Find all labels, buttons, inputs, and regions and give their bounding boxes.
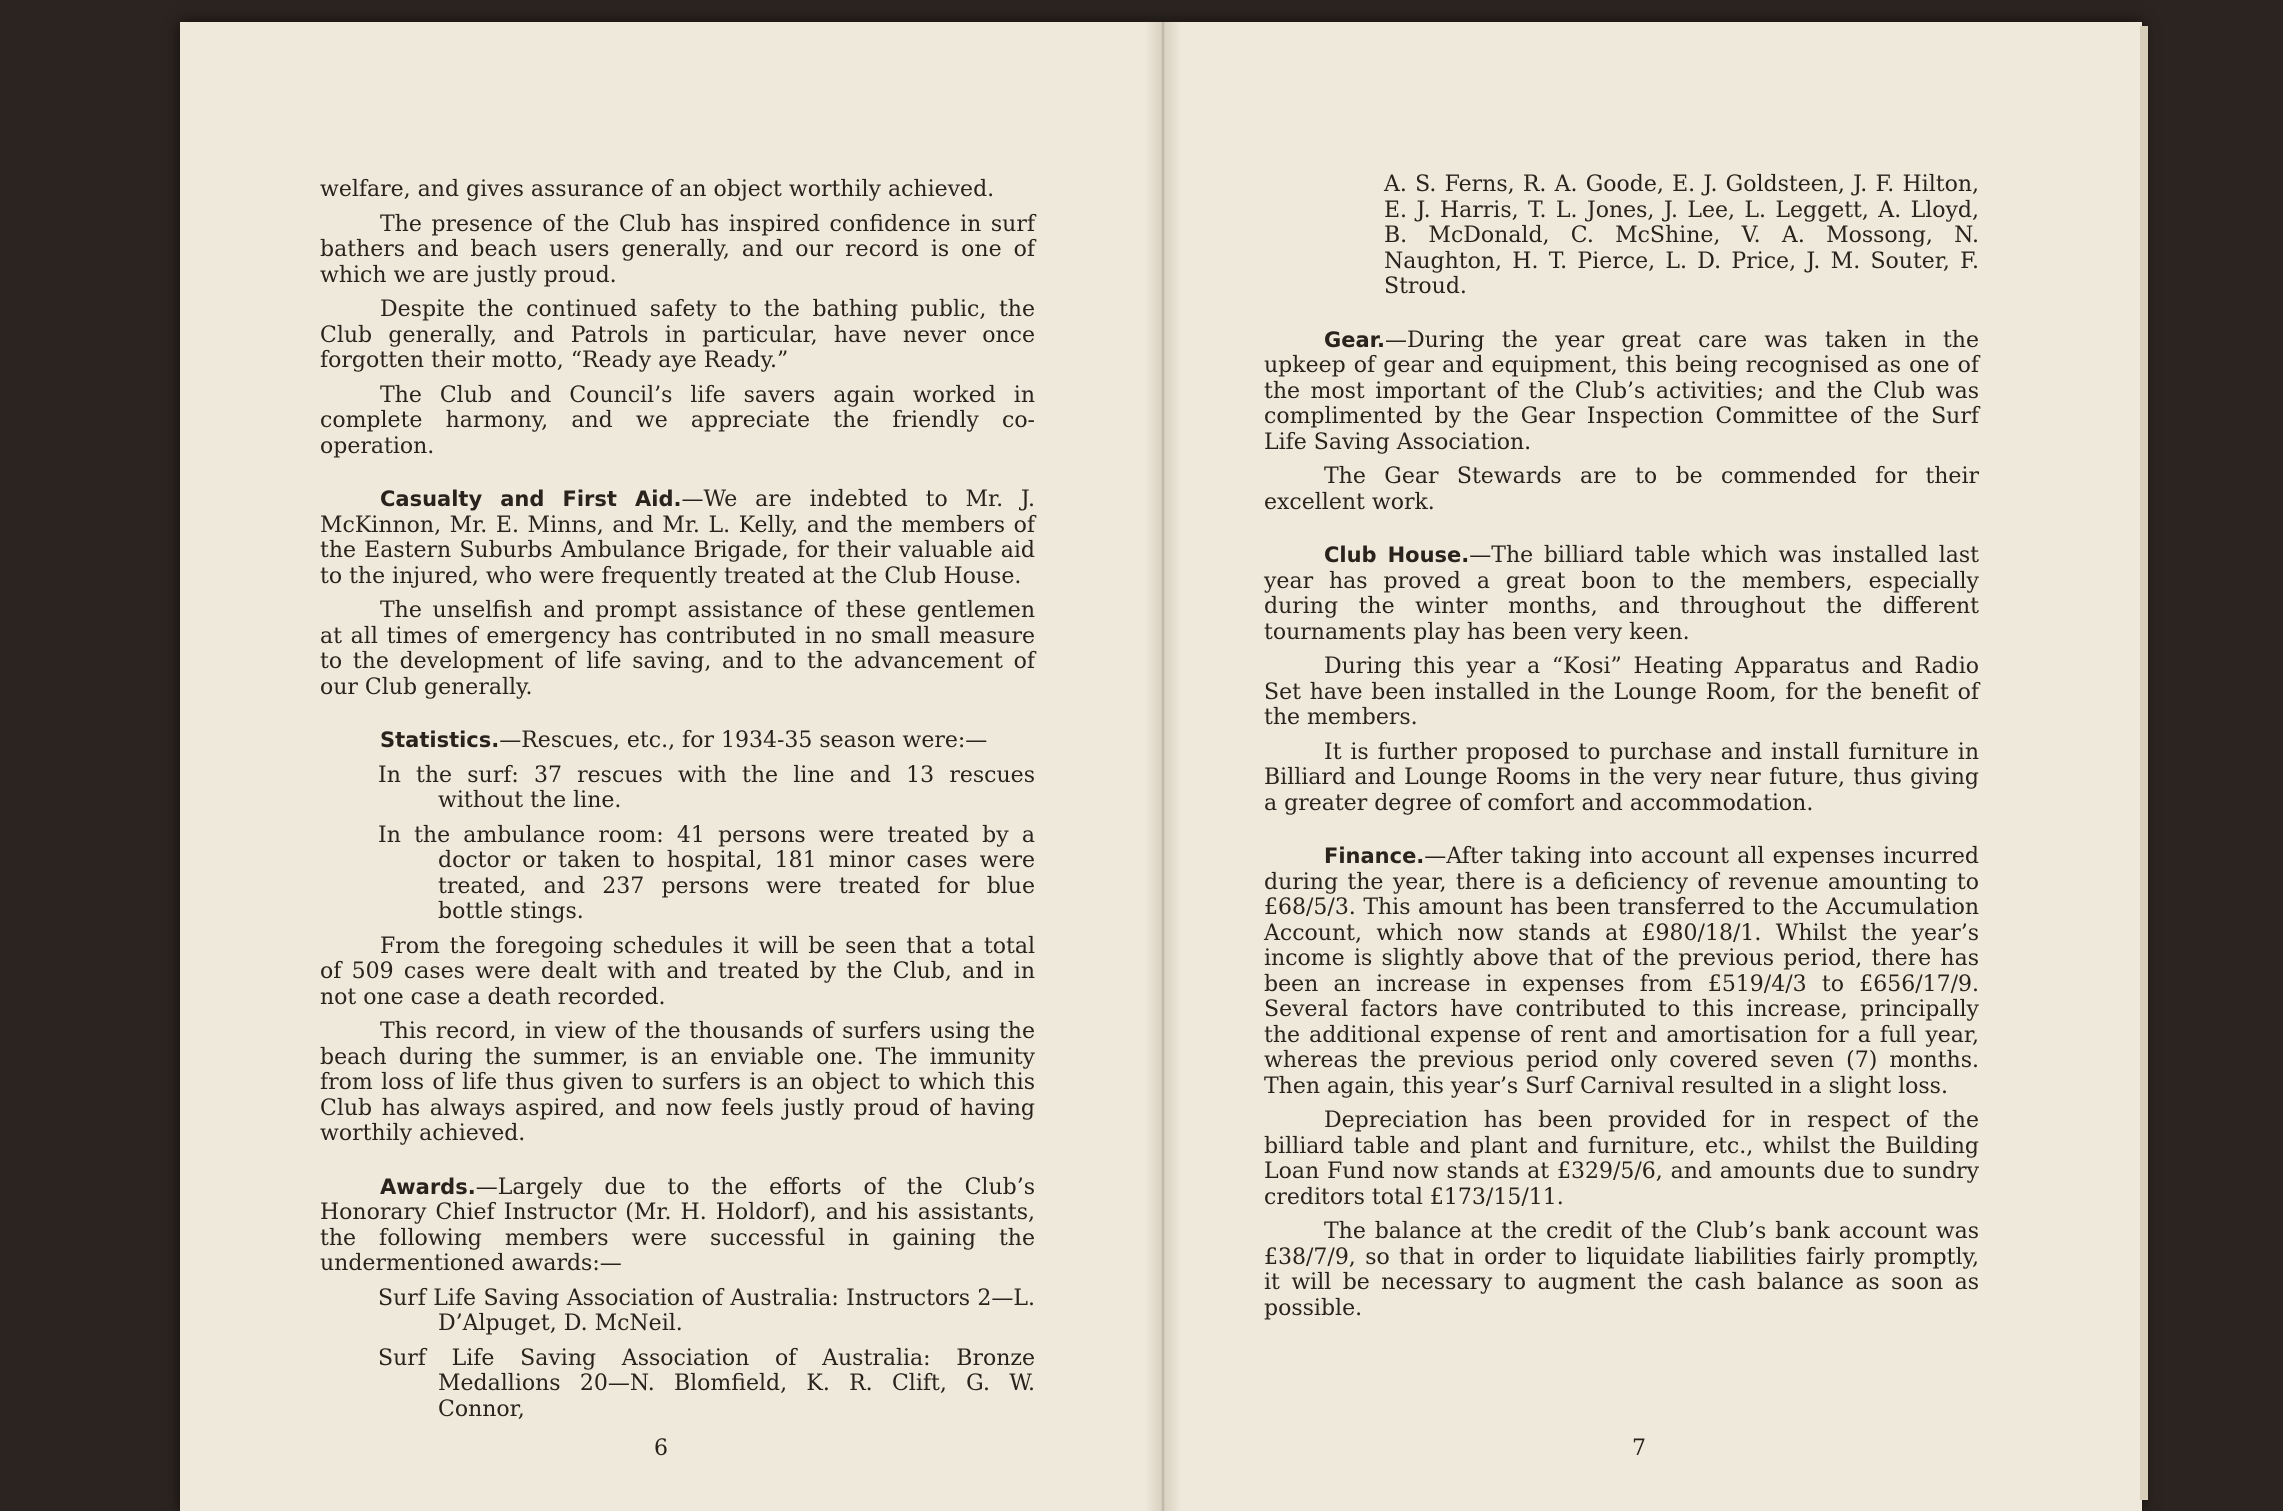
award-item: Surf Life Saving Association of Australia: Instructors 2—L. D’Alpuget, D. McNeil. (378, 1285, 1035, 1336)
award-names-continued: A. S. Ferns, R. A. Goode, E. J. Goldsteen, J. F. Hilton, E. J. Harris, T. L. Jones, J. Lee, L. Leggett, A. Lloyd, B. McDonald, C. McShine, V. A. Mossong, N. Naughton, H. T. Pierce, L. D. Price, J. M. Souter, F. Stroud. (1384, 172, 1979, 299)
statistics-paragraph (320, 728, 1035, 754)
awards-paragraph (320, 1175, 1035, 1277)
left-page (180, 22, 1145, 1511)
paragraph: The unselfish and prompt assistance of these gentlemen at all times of emergency has contributed in no small measure to the development of life saving, and to the advancement of our Club generally. (320, 598, 1035, 700)
section-heading-statistics: Statistics. (380, 728, 500, 752)
page-number: 7 (1632, 1436, 1646, 1461)
paragraph: The Club and Council’s life savers again worked in complete harmony, and we appreciate the friendly co-operation. (320, 382, 1035, 459)
paragraph: During this year a “Kosi” Heating Apparatus and Radio Set have been installed in the Lounge Room, for the benefit of the members. (1264, 654, 1979, 730)
section-heading-finance: Finance. (1324, 844, 1425, 868)
section-text: —During the year great care was taken in the upkeep of gear and equipment, this being recognised as one of the most important of the Club’s activities; and the Club was complimented by the Gear Inspection Committee of the Surf Life Saving Association. (1264, 327, 1979, 455)
paragraph: The balance at the credit of the Club’s bank account was £38/7/9, so that in order to liquidate liabilities fairly promptly, it will be necessary to augment the cash balance as soon as possible. (1264, 1219, 1979, 1321)
finance-paragraph (1264, 844, 1979, 1099)
paragraph: Despite the continued safety to the bathing public, the Club generally, and Patrols in particular, have never once forgotten their motto, “Ready aye Ready.” (320, 297, 1035, 373)
casualty-paragraph (320, 487, 1035, 589)
paragraph: welfare, and gives assurance of an object worthily achieved. (320, 177, 995, 202)
award-item: Surf Life Saving Association of Australia: Bronze Medallions 20—N. Blomfield, K. R. Clift, G. W. Connor, (378, 1345, 1035, 1422)
section-text: —We are indebted to Mr. J. McKinnon, Mr. E. Minns, and Mr. L. Kelly, and the members of the Eastern Suburbs Ambulance Brigade, for their valuable aid to the injured, who were frequently treated at the Club House. (320, 487, 1035, 589)
right-page (1181, 22, 2142, 1511)
statistics-ambulance: In the ambulance room: 41 persons were treated by a doctor or taken to hospital, 181 minor cases were treated, and 237 persons were treated for blue bottle stings. (378, 822, 1035, 924)
paragraph: The Gear Stewards are to be commended for their excellent work. (1264, 464, 1979, 515)
paragraph: It is further proposed to purchase and install furniture in Billiard and Lounge Rooms in the very near future, thus giving a greater degree of comfort and accommodation. (1264, 739, 1979, 816)
paragraph: The presence of the Club has inspired confidence in surf bathers and beach users generally, and our record is one of which we are justly proud. (320, 211, 1035, 288)
section-text: —After taking into account all expenses incurred during the year, there is a deficiency of revenue amounting to £68/5/3. This amount has been transferred to the Accumulation Account, which now stands at £980/18/1. Whilst the year’s income is slightly above that of the previous period, there has been an increase in expenses from £519/4/3 to £656/17/9. Several factors have contributed to this increase, principally the additional expense of rent and amortisation for a full year, whereas the previous period only covered seven (7) months. Then again, this year’s Surf Carnival resulted in a slight loss. (1264, 844, 1979, 1099)
paragraph: From the foregoing schedules it will be seen that a total of 509 cases were dealt with and treated by the Club, and in not one case a death recorded. (320, 933, 1035, 1010)
booklet-spread (180, 22, 2142, 1511)
page-number: 6 (654, 1436, 668, 1461)
section-heading-awards: Awards. (380, 1174, 476, 1199)
section-text: —Rescues, etc., for 1934-35 season were:— (499, 728, 988, 753)
left-text-column (320, 177, 1035, 1431)
section-text: —The billiard table which was installed last year has proved a great boon to the members, especially during the winter months, and throughout the different tournaments play has been very keen. (1264, 543, 1979, 645)
right-text-column (1264, 172, 1979, 1330)
paragraph: This record, in view of the thousands of surfers using the beach during the summer, is an enviable one. The immunity from loss of life thus given to surfers is an object to which this Club has always aspired, and now feels justly proud of having worthily achieved. (320, 1019, 1035, 1146)
gear-paragraph (1264, 328, 1979, 456)
paragraph: Depreciation has been provided for in respect of the billiard table and plant and furniture, etc., whilst the Building Loan Fund now stands at £329/5/6, and amounts due to sundry creditors total £173/15/11. (1264, 1108, 1979, 1210)
book-gutter (1145, 22, 1181, 1511)
statistics-surf: In the surf: 37 rescues with the line and 13 rescues without the line. (378, 762, 1035, 813)
section-heading-casualty: Casualty and First Aid. (380, 487, 682, 511)
section-text: —Largely due to the efforts of the Club’s Honorary Chief Instructor (Mr. H. Holdorf), and his assistants, the following members were successful in gaining the undermentioned awards:— (320, 1174, 1035, 1276)
section-heading-club-house: Club House. (1324, 543, 1470, 567)
section-heading-gear: Gear. (1324, 327, 1385, 352)
club-house-paragraph (1264, 543, 1979, 645)
